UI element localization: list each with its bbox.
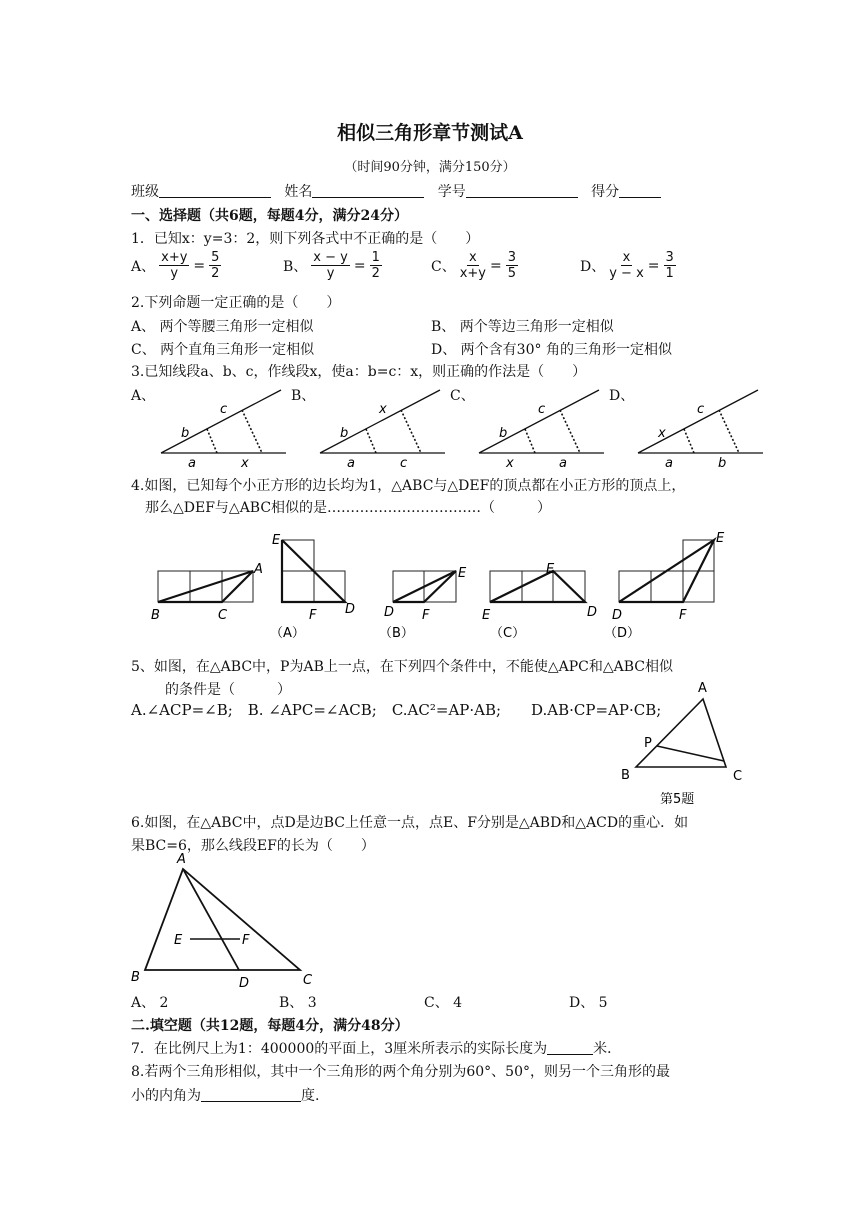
svg-text:D: D (345, 602, 356, 617)
q6-option-b[interactable]: B、 3 (279, 995, 317, 1011)
svg-text:D: D (384, 605, 395, 620)
q3-segment-label: c (697, 402, 705, 417)
q8-answer-blank[interactable] (201, 1087, 301, 1102)
name-blank[interactable] (312, 183, 424, 198)
q2-option-b[interactable]: B、 两个等边三角形一定相似 (431, 319, 614, 335)
svg-text:P: P (644, 736, 652, 751)
q5-stem-line2: 的条件是（ ） (165, 682, 291, 698)
svg-text:C: C (733, 769, 743, 784)
q2-option-c[interactable]: C、 两个直角三角形一定相似 (131, 342, 315, 358)
q3-segment-label: x (379, 402, 387, 417)
q1-stem: 1．已知x：y=3：2，则下列各式中不正确的是（ ） (131, 231, 480, 247)
q5-label-A: A (698, 681, 707, 696)
id-label: 学号 (437, 184, 466, 200)
q3-segment-label: a (347, 456, 355, 471)
q3-figure-c (479, 390, 604, 471)
q2-option-a[interactable]: A、 两个等腰三角形一定相似 (131, 319, 314, 335)
q7: 7．在比例尺上为1：400000的平面上，3厘米所表示的实际长度为 米． (131, 1041, 622, 1057)
svg-text:E: E (458, 566, 467, 581)
q5-figure-caption: 第5题 (660, 792, 695, 807)
svg-text:F: F (242, 933, 250, 948)
q3-stem: 3.已知线段a、b、c，作线段x，使a：b=c：x，则正确的作法是（ ） (131, 364, 587, 380)
q8-line1: 8.若两个三角形相似，其中一个三角形的两个角分别为60°、50°，则另一个三角形的最 (131, 1064, 670, 1080)
q3-segment-label: b (181, 426, 190, 441)
q6-stem-line2: 果BC=6，那么线段EF的长为（ ） (131, 838, 375, 854)
q4-stem-line1: 4.如图，已知每个小正方形的边长均为1，△ABC与△DEF的顶点都在小正方形的顶点上， (131, 478, 686, 494)
q3-option-d[interactable]: D、 (609, 388, 635, 404)
q6-figure (120, 850, 340, 990)
q3-option-c[interactable]: C、 (450, 388, 475, 404)
svg-text:E: E (546, 562, 555, 577)
q3-segment-label: a (559, 456, 567, 471)
q4-option-a[interactable]: （A） (270, 626, 305, 641)
q4-option-d[interactable]: （D） (604, 626, 641, 641)
svg-text:B: B (151, 608, 160, 623)
q3-segment-label: b (340, 426, 349, 441)
exam-subtitle: （时间90分钟，满分150分） (344, 160, 516, 175)
q8-line2: 小的内角为 度. (131, 1088, 320, 1104)
q1-option-a[interactable]: A、 $\frac{x+y}{y}$ = $\frac{5}{2}$ (131, 250, 220, 281)
q1-option-b[interactable]: B、 $\frac{x - y}{y}$ = $\frac{1}{2}$ (283, 250, 380, 281)
svg-text:D: D (239, 976, 250, 990)
q3-figure-d (638, 390, 763, 471)
q6-option-c[interactable]: C、 4 (424, 995, 463, 1011)
svg-text:E: E (272, 533, 281, 548)
q6-label-A: A (177, 852, 186, 867)
q3-option-b[interactable]: B、 (291, 388, 316, 404)
q4-grid-figures (0, 528, 860, 648)
q3-segment-label: x (241, 456, 249, 471)
q4-option-c[interactable]: （C） (490, 626, 526, 641)
svg-text:F: F (679, 608, 687, 623)
q2-stem: 2.下列命题一定正确的是（ ） (131, 295, 341, 311)
q7-answer-blank[interactable] (547, 1040, 593, 1055)
q6-stem-line1: 6.如图，在△ABC中，点D是边BC上任意一点，点E、F分别是△ABD和△ACD的重心．如 (131, 815, 689, 831)
svg-text:E: E (482, 608, 491, 623)
q1-a-fraction: $\frac{x+y}{y}$ (161, 250, 188, 281)
q2-option-d[interactable]: D、 两个含有30° 角的三角形一定相似 (431, 342, 672, 358)
q3-segment-label: c (220, 402, 228, 417)
class-label: 班级 (131, 184, 159, 200)
section-1-heading: 一、选择题（共6题，每题4分，满分24分） (131, 208, 408, 224)
q3-option-a[interactable]: A、 (131, 388, 156, 404)
id-blank[interactable] (466, 183, 578, 198)
q3-segment-label: c (400, 456, 408, 471)
score-label: 得分 (591, 184, 620, 200)
q6-option-a[interactable]: A、 2 (131, 995, 169, 1011)
q5-stem-line1: 5、如图，在△ABC中，P为AB上一点，在下列四个条件中，不能使△APC和△ABC相似 (131, 659, 674, 675)
q3-segment-label: b (718, 456, 727, 471)
page-title: 相似三角形章节测试A (337, 122, 523, 144)
q3-segment-label: b (499, 426, 508, 441)
q3-figures (0, 385, 860, 475)
svg-text:C: C (218, 608, 228, 623)
q3-segment-label: x (506, 456, 514, 471)
q3-segment-label: x (658, 426, 666, 441)
student-info-row (131, 181, 661, 201)
q4-stem-line2: 那么△DEF与△ABC相似的是……………………………（ ） (145, 500, 552, 516)
q3-figure-a (161, 390, 286, 471)
svg-text:F: F (422, 608, 430, 623)
svg-text:B: B (621, 768, 630, 783)
q4-label-A: A (254, 562, 263, 577)
q5-figure (610, 676, 770, 812)
score-blank[interactable] (619, 183, 661, 198)
svg-text:E: E (174, 933, 183, 948)
svg-text:D: D (587, 605, 598, 620)
name-label: 姓名 (284, 184, 313, 200)
svg-text:D: D (612, 608, 623, 623)
svg-text:B: B (131, 970, 140, 985)
class-blank[interactable] (159, 183, 271, 198)
q4-option-b[interactable]: （B） (379, 626, 414, 641)
section-2-heading: 二.填空题（共12题，每题4分，满分48分） (131, 1018, 409, 1034)
q3-figure-b (320, 390, 445, 471)
q3-segment-label: a (188, 456, 196, 471)
q3-segment-label: c (538, 402, 546, 417)
q5-options[interactable]: A.∠ACP=∠B; B. ∠APC=∠ACB; C.AC²=AP·AB; D.AB·CP=AP·CB; (131, 701, 662, 719)
q1-option-c[interactable]: C、 $\frac{x}{x+y}$ = $\frac{3}{5}$ (431, 250, 517, 281)
svg-text:C: C (303, 973, 313, 988)
svg-text:F: F (309, 608, 317, 623)
svg-text:E: E (716, 531, 725, 546)
q3-segment-label: a (665, 456, 673, 471)
q6-option-d[interactable]: D、 5 (569, 995, 608, 1011)
q1-option-d[interactable]: D、 $\frac{x}{y - x}$ = $\frac{3}{1}$ (580, 250, 674, 281)
